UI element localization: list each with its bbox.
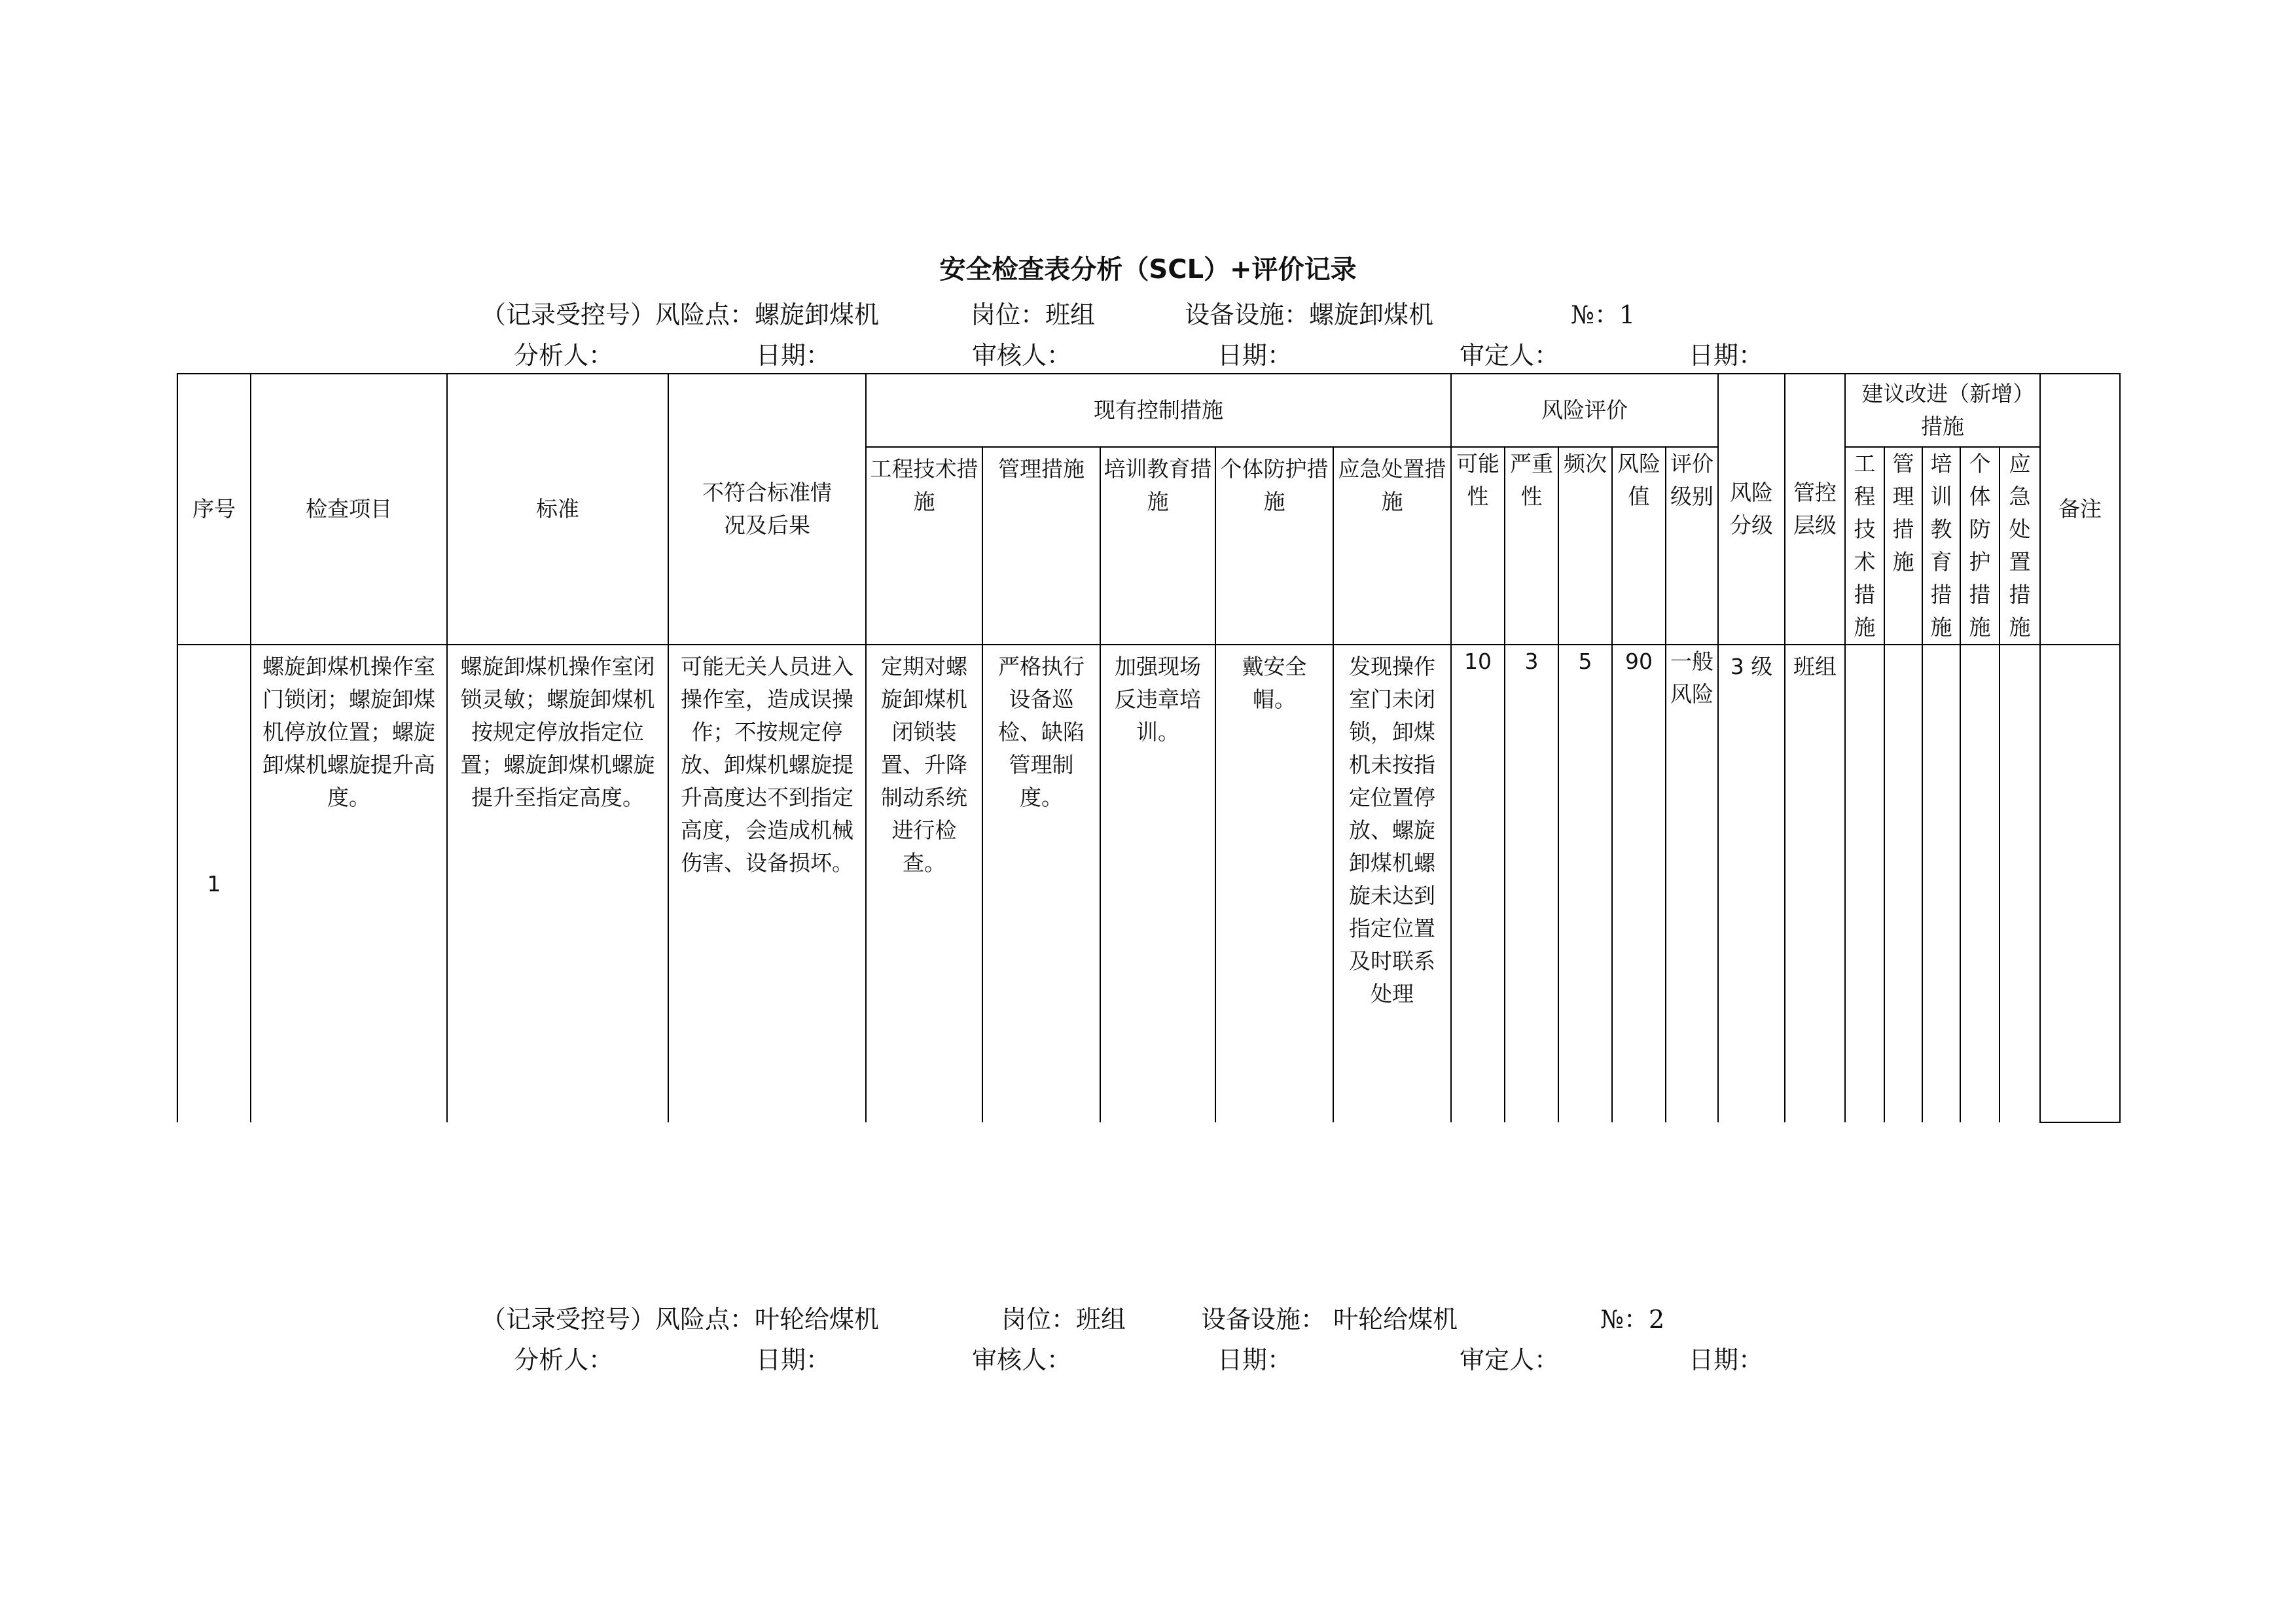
post-value: 班组 — [1045, 300, 1096, 329]
header-s-emergency: 应急处置措施 — [2000, 447, 2040, 645]
number-value: 1 — [1619, 300, 1636, 329]
cell-risk-grade: 3 级 — [1718, 645, 1785, 1122]
cell-ppe: 戴安全帽。 — [1215, 645, 1333, 1122]
header-item: 检查项目 — [251, 374, 447, 645]
date-label: 日期： — [1217, 341, 1293, 370]
record-info-line — [481, 294, 879, 330]
post-value: 班组 — [1076, 1305, 1126, 1334]
header-risk-eval: 风险评价 — [1451, 374, 1718, 447]
cell-severity: 3 — [1505, 645, 1558, 1122]
control-no: （记录受控号） — [481, 300, 656, 329]
cell-risk-value: 90 — [1612, 645, 1666, 1122]
header-likelihood: 可能性 — [1451, 447, 1505, 645]
cell-nonconform: 可能无关人员进入操作室，造成误操作；不按规定停放、卸煤机螺旋提升高度达不到指定高度，会造成机械伤害、设备损坏。 — [668, 645, 866, 1122]
post-field — [971, 294, 1095, 330]
scl-table — [177, 373, 2121, 1123]
header-s-engineering: 工程技术措施 — [1845, 447, 1884, 645]
cell-control-level: 班组 — [1785, 645, 1845, 1122]
post-label: 岗位： — [1001, 1305, 1077, 1334]
header-standard: 标准 — [447, 374, 668, 645]
risk-point-label: 风险点： — [655, 1305, 755, 1334]
post-field — [1001, 1299, 1126, 1335]
header-nonconform: 不符合标准情况及后果 — [668, 374, 866, 645]
risk-point-value: 叶轮给煤机 — [755, 1305, 880, 1334]
header-s-management: 管理措施 — [1884, 447, 1922, 645]
cell-frequency: 5 — [1558, 645, 1612, 1122]
header-risk-value: 风险值 — [1612, 447, 1666, 645]
cell-item: 螺旋卸煤机操作室门锁闭；螺旋卸煤机停放位置；螺旋卸煤机螺旋提升高度。 — [251, 645, 447, 1122]
post-label: 岗位： — [971, 300, 1046, 329]
facility-label: 设备设施： — [1185, 300, 1310, 329]
control-no: （记录受控号） — [481, 1305, 656, 1334]
header-management: 管理措施 — [982, 447, 1100, 645]
cell-management: 严格执行设备巡检、缺陷管理制度。 — [982, 645, 1100, 1122]
facility-label: 设备设施： — [1201, 1305, 1326, 1334]
analyst-label: 分析人： — [514, 341, 614, 370]
number-label: №： — [1571, 300, 1619, 329]
header-eval-level: 评价级别 — [1666, 447, 1718, 645]
header-seq: 序号 — [177, 374, 251, 645]
facility-value: 螺旋卸煤机 — [1309, 300, 1434, 329]
cell-eval-level: 一般风险 — [1666, 645, 1718, 1122]
facility-field — [1185, 294, 1433, 330]
cell-seq: 1 — [177, 645, 251, 1122]
header-frequency: 频次 — [1558, 447, 1612, 645]
record-number — [1571, 294, 1635, 330]
header-s-training: 培训教育措施 — [1922, 447, 1960, 645]
risk-point-label: 风险点： — [655, 300, 755, 329]
header-emergency: 应急处置措施 — [1333, 447, 1451, 645]
document-title: 安全检查表分析（SCL）+评价记录 — [939, 255, 1357, 285]
cell-s-emergency — [2000, 645, 2040, 1122]
risk-point-value: 螺旋卸煤机 — [755, 300, 880, 329]
header-current-measures: 现有控制措施 — [866, 374, 1451, 447]
reviewer-label: 审核人： — [972, 1346, 1072, 1374]
header-suggest: 建议改进（新增）措施 — [1845, 374, 2040, 447]
cell-s-training — [1922, 645, 1960, 1122]
cell-engineering: 定期对螺旋卸煤机闭锁装置、升降制动系统进行检查。 — [866, 645, 982, 1122]
header-ppe: 个体防护措施 — [1215, 447, 1333, 645]
approver-label: 审定人： — [1460, 341, 1560, 370]
number-value: 2 — [1648, 1305, 1665, 1334]
facility-field — [1201, 1299, 1458, 1335]
analyst-label: 分析人： — [514, 1346, 614, 1374]
date-label: 日期： — [1689, 1346, 1764, 1374]
header-s-ppe: 个体防护措施 — [1960, 447, 2000, 645]
approver-label: 审定人： — [1460, 1346, 1560, 1374]
cell-emergency: 发现操作室门未闭锁，卸煤机未按指定位置停放、螺旋卸煤机螺旋未达到指定位置及时联系处理 — [1333, 645, 1451, 1122]
date-label: 日期： — [1217, 1346, 1293, 1374]
header-severity: 严重性 — [1505, 447, 1558, 645]
table-row — [177, 645, 2120, 1122]
facility-value: 叶轮给煤机 — [1333, 1305, 1458, 1334]
cell-remark — [2040, 645, 2120, 1122]
record-info-line — [481, 1299, 879, 1335]
reviewer-label: 审核人： — [972, 341, 1072, 370]
date-label: 日期： — [1689, 341, 1764, 370]
cell-s-engineering — [1845, 645, 1884, 1122]
date-label: 日期： — [756, 341, 831, 370]
header-engineering: 工程技术措施 — [866, 447, 982, 645]
header-risk-grade: 风险分级 — [1718, 374, 1785, 645]
cell-standard: 螺旋卸煤机操作室闭锁灵敏；螺旋卸煤机按规定停放指定位置；螺旋卸煤机螺旋提升至指定高度。 — [447, 645, 668, 1122]
cell-training: 加强现场反违章培训。 — [1100, 645, 1215, 1122]
header-remark: 备注 — [2040, 374, 2120, 645]
cell-s-management — [1884, 645, 1922, 1122]
record-number — [1600, 1299, 1664, 1335]
cell-likelihood: 10 — [1451, 645, 1505, 1122]
header-control-level: 管控层级 — [1785, 374, 1845, 645]
number-label: №： — [1600, 1305, 1649, 1334]
cell-s-ppe — [1960, 645, 2000, 1122]
header-training: 培训教育措施 — [1100, 447, 1215, 645]
date-label: 日期： — [756, 1346, 831, 1374]
signature-line — [514, 335, 613, 371]
